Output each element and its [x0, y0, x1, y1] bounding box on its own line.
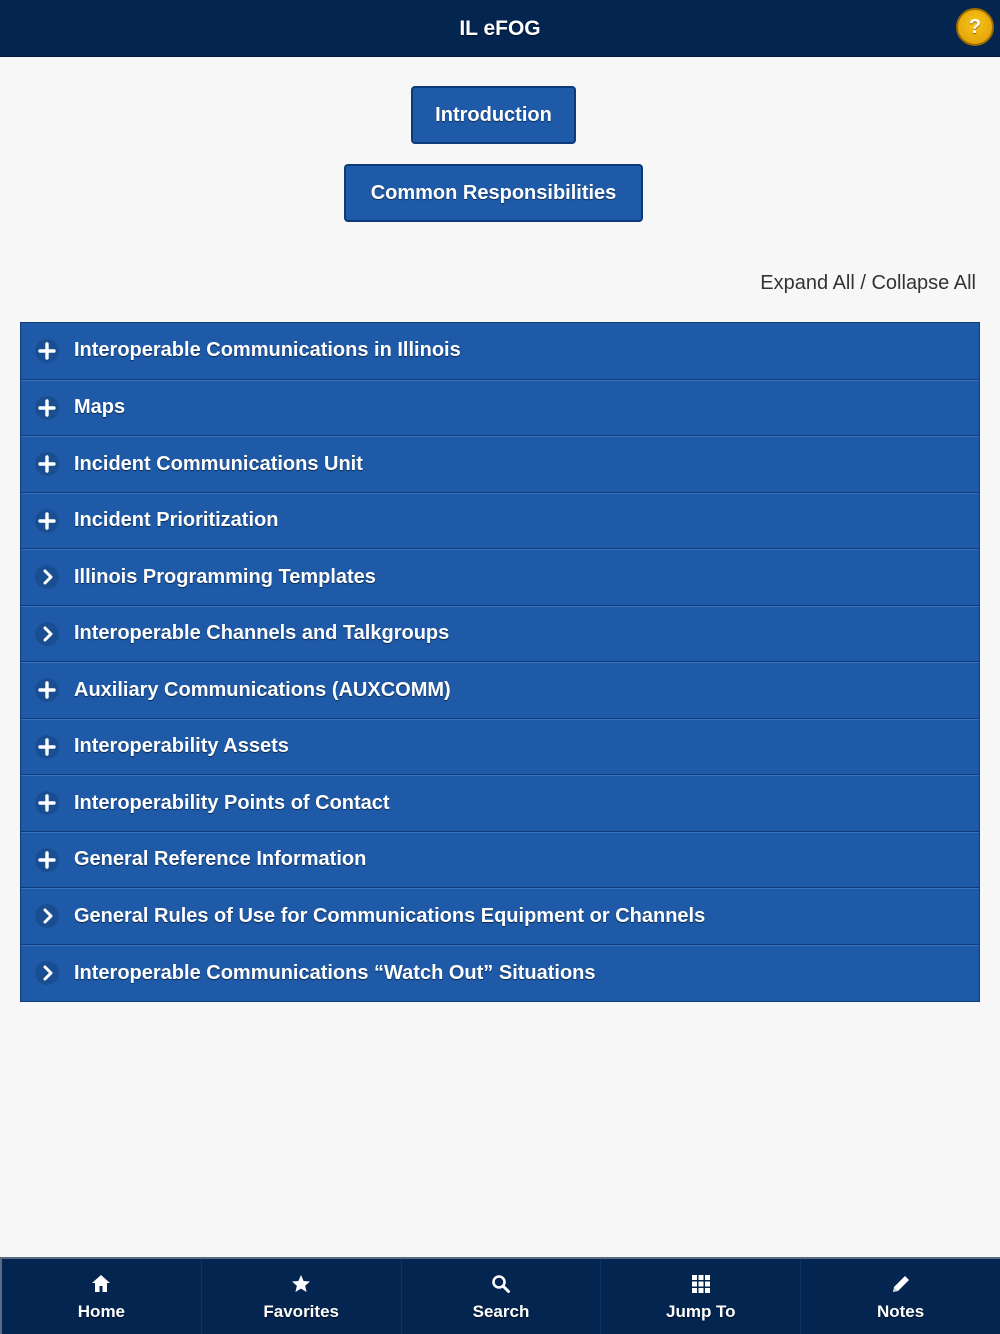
tab-label: Home [77, 1302, 126, 1321]
tab-search[interactable] [401, 1259, 601, 1334]
pencil-icon [890, 1273, 912, 1295]
app-header [0, 0, 1000, 57]
chevron-right-icon [35, 565, 59, 589]
accordion-item[interactable] [21, 662, 979, 719]
accordion-item[interactable] [21, 549, 979, 606]
accordion-item[interactable] [21, 832, 979, 889]
bottom-tab-bar [0, 1257, 1000, 1334]
plus-icon [35, 848, 59, 872]
chevron-right-icon [35, 904, 59, 928]
tab-favorites[interactable] [201, 1259, 401, 1334]
chevron-right-icon [35, 961, 59, 985]
common-responsibilities-button[interactable]: Common Responsibilities [344, 164, 643, 222]
introduction-button[interactable]: Introduction [411, 86, 576, 144]
tab-label: Search [472, 1302, 530, 1321]
expand-collapse-separator: / [854, 272, 872, 294]
plus-icon [35, 735, 59, 759]
plus-icon [35, 396, 59, 420]
help-button[interactable]: ? [956, 8, 994, 46]
tab-label: Jump To [666, 1302, 736, 1321]
accordion-item[interactable] [21, 945, 979, 1002]
plus-icon [35, 509, 59, 533]
section-accordion [20, 322, 980, 1002]
accordion-item-label: General Reference Information [74, 848, 367, 871]
accordion-item[interactable] [21, 606, 979, 663]
accordion-item[interactable] [21, 888, 979, 945]
accordion-item-label: Interoperability Assets [74, 735, 289, 758]
plus-icon [35, 339, 59, 363]
chevron-right-icon [35, 622, 59, 646]
accordion-item[interactable] [21, 436, 979, 493]
tab-jump-to[interactable] [600, 1259, 800, 1334]
tab-label: Favorites [263, 1302, 339, 1321]
accordion-item[interactable] [21, 719, 979, 776]
accordion-item-label: Incident Prioritization [74, 509, 279, 532]
accordion-item[interactable] [21, 323, 979, 380]
accordion-item-label: General Rules of Use for Communications Equipment or Channels [74, 904, 706, 927]
home-icon [90, 1273, 112, 1295]
search-icon [490, 1273, 512, 1295]
plus-icon [35, 791, 59, 815]
tab-notes[interactable] [800, 1259, 1000, 1334]
tab-label: Notes [876, 1302, 925, 1321]
plus-icon [35, 678, 59, 702]
accordion-item-label: Interoperability Points of Contact [74, 791, 390, 814]
accordion-item-label: Incident Communications Unit [74, 452, 363, 475]
expand-all-link[interactable]: Expand All [760, 272, 855, 294]
app-title: IL eFOG [459, 17, 541, 40]
accordion-item-label: Interoperable Communications “Watch Out” Situations [74, 961, 596, 984]
accordion-item[interactable] [21, 493, 979, 550]
accordion-item-label: Interoperable Communications in Illinois [74, 339, 461, 362]
accordion-item-label: Interoperable Channels and Talkgroups [74, 622, 450, 645]
star-icon [290, 1273, 312, 1295]
accordion-item[interactable] [21, 380, 979, 437]
accordion-item[interactable] [21, 775, 979, 832]
tab-home[interactable] [0, 1259, 201, 1334]
accordion-item-label: Maps [74, 396, 126, 419]
grid-icon [690, 1273, 712, 1295]
accordion-item-label: Auxiliary Communications (AUXCOMM) [74, 678, 451, 701]
accordion-item-label: Illinois Programming Templates [74, 565, 376, 588]
collapse-all-link[interactable]: Collapse All [871, 272, 976, 294]
expand-collapse-links [760, 272, 976, 295]
plus-icon [35, 452, 59, 476]
